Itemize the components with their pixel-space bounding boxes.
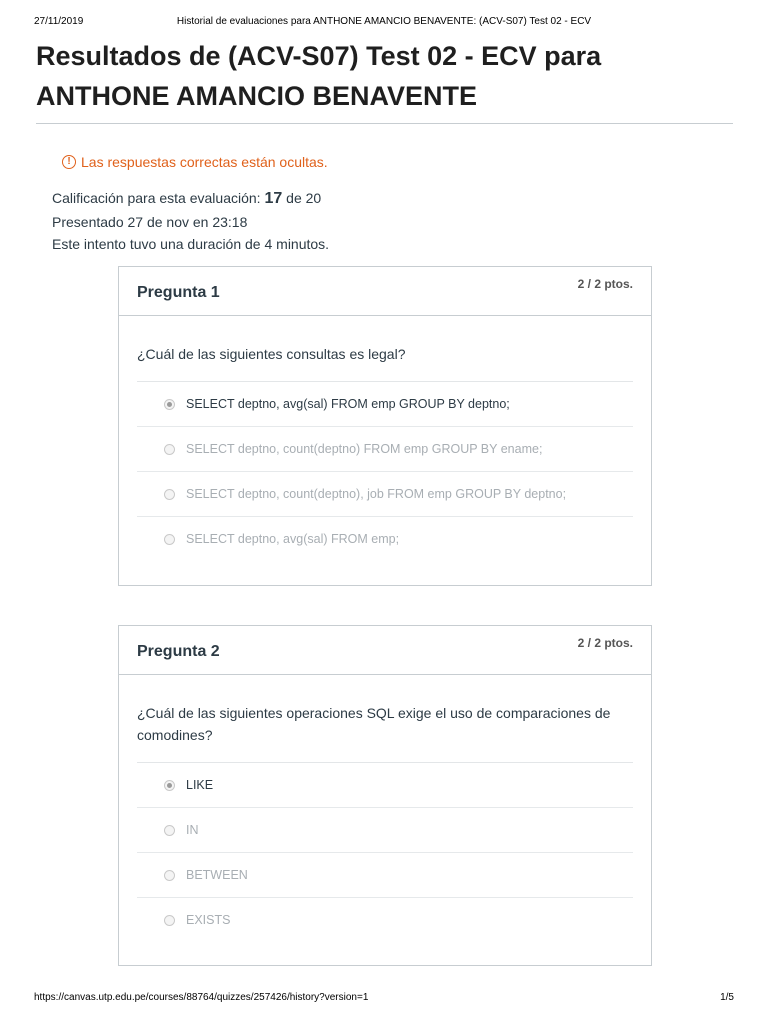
grade-score: 17: [264, 190, 283, 207]
page-title: Resultados de (ACV-S07) Test 02 - ECV para ANTHONE AMANCIO BENAVENTE: [36, 41, 602, 111]
question-body: [119, 675, 651, 942]
answer-option[interactable]: [137, 517, 633, 561]
grade-line: [52, 187, 329, 211]
submitted-line: Presentado 27 de nov en 23:18: [52, 213, 248, 230]
question-1: [118, 266, 652, 586]
print-footer: [34, 992, 734, 1006]
answer-option[interactable]: [137, 808, 633, 853]
question-points: 2 / 2 ptos.: [577, 636, 633, 650]
answer-option[interactable]: [137, 427, 633, 472]
answer-option[interactable]: [137, 898, 633, 942]
warning-circle-icon: !: [62, 155, 76, 169]
radio-selected-icon[interactable]: [164, 780, 175, 791]
radio-selected-icon[interactable]: [164, 399, 175, 410]
notice-text: Las respuestas correctas están ocultas.: [81, 154, 328, 170]
answer-text: SELECT deptno, count(deptno) FROM emp GROUP BY ename;: [186, 442, 543, 456]
answer-text: SELECT deptno, avg(sal) FROM emp;: [186, 532, 400, 546]
radio-icon[interactable]: [164, 489, 175, 500]
question-text: ¿Cuál de las siguientes consultas es legal?: [137, 316, 633, 382]
print-url: https://canvas.utp.edu.pe/courses/88764/quizzes/257426/history?version=1: [34, 992, 369, 1003]
question-name: Pregunta 1: [137, 284, 220, 301]
answer-text: SELECT deptno, count(deptno), job FROM emp GROUP BY deptno;: [186, 487, 567, 501]
question-2: [118, 625, 652, 966]
question-body: [119, 316, 651, 561]
answer-option[interactable]: [137, 853, 633, 898]
print-header: [34, 16, 734, 30]
duration-line: Este intento tuvo una duración de 4 minutos.: [52, 236, 330, 252]
radio-icon[interactable]: [164, 870, 175, 881]
answer-text: LIKE: [186, 778, 214, 792]
answer-text: BETWEEN: [186, 868, 248, 882]
answer-text: IN: [186, 823, 199, 837]
answer-text: SELECT deptno, avg(sal) FROM emp GROUP BY deptno;: [186, 397, 510, 411]
radio-icon[interactable]: [164, 915, 175, 926]
title-divider: [36, 123, 733, 124]
answer-option[interactable]: [137, 763, 633, 808]
radio-icon[interactable]: [164, 825, 175, 836]
print-page-number: 1/5: [720, 992, 734, 1003]
attempt-summary: [52, 187, 329, 256]
question-points: 2 / 2 ptos.: [577, 277, 633, 291]
answer-list: [137, 763, 633, 942]
grade-suffix: de 20: [282, 190, 322, 206]
question-text: ¿Cuál de las siguientes operaciones SQL exige el uso de comparaciones de comodines?: [137, 675, 633, 763]
print-date: 27/11/2019: [34, 16, 84, 27]
question-header: [119, 267, 651, 316]
print-doc-title: Historial de evaluaciones para ANTHONE AMANCIO BENAVENTE: (ACV-S07) Test 02 - ECV: [176, 16, 592, 27]
radio-icon[interactable]: [164, 534, 175, 545]
question-name: Pregunta 2: [137, 643, 220, 660]
answer-option[interactable]: [137, 382, 633, 427]
question-header: [119, 626, 651, 675]
answer-list: [137, 382, 633, 561]
grade-label: Calificación para esta evaluación:: [52, 190, 265, 206]
radio-icon[interactable]: [164, 444, 175, 455]
hidden-answers-notice: [62, 152, 328, 172]
answer-text: EXISTS: [186, 913, 231, 927]
answer-option[interactable]: [137, 472, 633, 517]
